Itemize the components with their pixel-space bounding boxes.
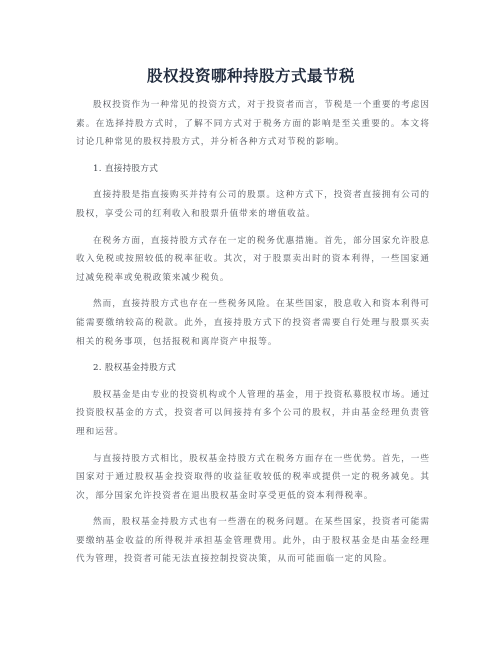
section-heading-fund-holding: 2. 股权基金持股方式 — [93, 363, 176, 374]
section2-paragraph-3: 然而，股权基金持股方式也有一些潜在的税务问题。在某些国家，投资者可能需要缴纳基金收益的所得税并承担基金管理费用。此外，由于股权基金是由基金经理代为管理，投资者可能无法直接控制投资决策，从而可能面临一定的风险。 — [76, 517, 430, 565]
intro-paragraph: 股权投资作为一种常见的投资方式，对于投资者而言，节税是一个重要的考虑因素。在选择持股方式时，了解不同方式对于税务方面的影响是至关重要的。本文将讨论几种常见的股权持股方式，并分析各种方式对节税的影响。 — [76, 100, 430, 148]
section2-paragraph-2: 与直接持股方式相比，股权基金持股方式在税务方面存在一些优势。首先，一些国家对于通过股权基金投资取得的收益征收较低的税率或提供一定的税务减免。其次，部分国家允许投资者在退出股权基金时享受更低的资本利得税率。 — [76, 453, 430, 501]
section2-paragraph-1: 股权基金是由专业的投资机构或个人管理的基金，用于投资私募股权市场。通过投资股权基金的方式，投资者可以间接持有多个公司的股权，并由基金经理负责管理和运营。 — [76, 389, 430, 437]
section-heading-direct-holding: 1. 直接持股方式 — [93, 163, 159, 174]
document-title: 股权投资哪种持股方式最节税 — [146, 67, 355, 85]
section1-paragraph-3: 然而，直接持股方式也存在一些税务风险。在某些国家，股息收入和资本利得可能需要缴纳较高的税款。此外，直接持股方式下的投资者需要自行处理与股票买卖相关的税务事项，包括报税和离岸资产申报等。 — [76, 299, 430, 347]
section1-paragraph-2: 在税务方面，直接持股方式存在一定的税务优惠措施。首先，部分国家允许股息收入免税或按照较低的税率征收。其次，对于股票卖出时的资本利得，一些国家通过减免税率或免税政策来减少税负。 — [76, 235, 430, 283]
section1-paragraph-1: 直接持股是指直接购买并持有公司的股票。这种方式下，投资者直接拥有公司的股权，享受公司的红利收入和股票升值带来的增值收益。 — [76, 190, 430, 219]
document-body — [76, 96, 430, 577]
